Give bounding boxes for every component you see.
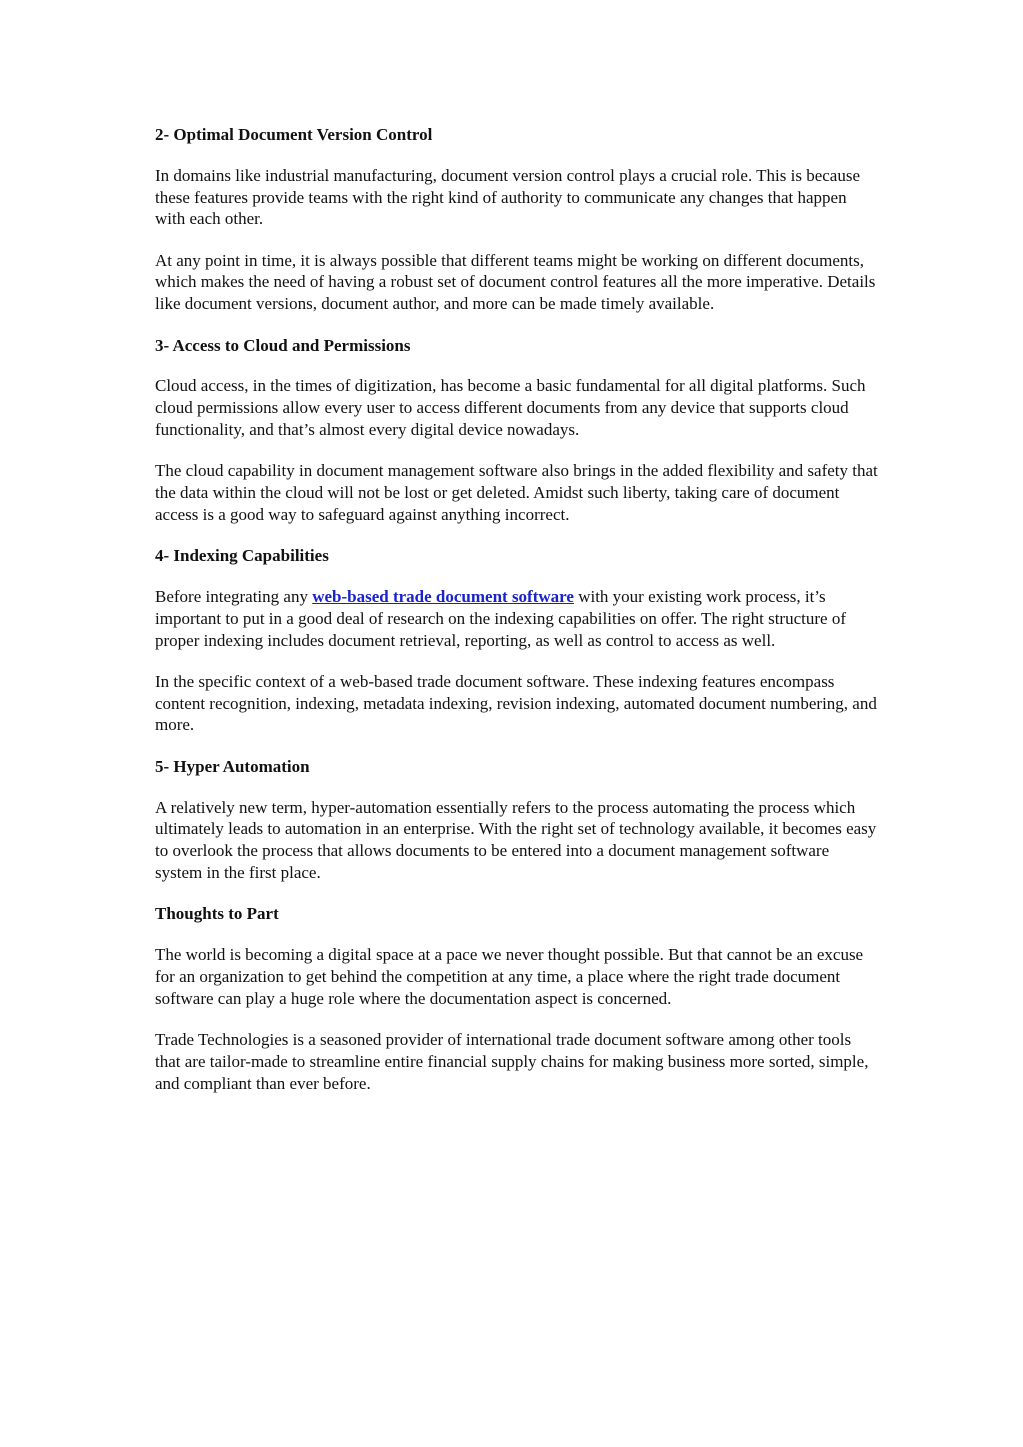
paragraph-indexing-1-before: Before integrating any <box>155 586 313 606</box>
paragraph-cloud-2: The cloud capability in document management software also brings in the added flexibility and safety that the data within the cloud will not be lost or get deleted. Amidst such liberty, taking care of document access is a good way to safeguard against anything incorrect. <box>155 461 878 524</box>
paragraph-hyper-automation: A relatively new term, hyper-automation essentially refers to the process automating the process which ultimately leads to automation in an enterprise. With the right set of technology available, it becomes easy to overlook the process that allows documents to be entered into a document management software system in the first place. <box>155 797 877 882</box>
heading-thoughts-to-part: Thoughts to Part <box>155 904 279 924</box>
heading-hyper-automation: 5- Hyper Automation <box>155 756 310 776</box>
paragraph-indexing-1 <box>155 586 879 651</box>
heading-version-control: 2- Optimal Document Version Control <box>155 125 433 144</box>
paragraph-indexing-2: In the specific context of a web-based trade document software. These indexing features encompass content recognition, indexing, metadata indexing, revision indexing, automated document numbering, and more. <box>155 671 877 735</box>
paragraph-cloud-1: Cloud access, in the times of digitization, has become a basic fundamental for all digital platforms. Such cloud permissions allow every user to access different documents from any device that supports cloud functionality, and that’s almost every digital device nowadays. <box>155 376 866 439</box>
trade-document-software-link[interactable]: web-based trade document software <box>312 586 574 606</box>
paragraph-version-control-1: In domains like industrial manufacturing, document version control plays a crucial role. This is because these features provide teams with the right kind of authority to communicate any changes that happen with each other. <box>155 165 860 229</box>
paragraph-version-control-2: At any point in time, it is always possible that different teams might be working on different documents, which makes the need of having a robust set of document control features all the more imperative. Details like document versions, document author, and more can be made timely available. <box>155 250 876 314</box>
paragraph-thoughts-2: Trade Technologies is a seasoned provider of international trade document software among other tools that are tailor-made to streamline entire financial supply chains for making business more sorted, simple, and compliant than ever before. <box>155 1029 869 1093</box>
heading-cloud-permissions: 3- Access to Cloud and Permissions <box>155 335 411 355</box>
heading-indexing: 4- Indexing Capabilities <box>155 546 329 566</box>
paragraph-indexing-1-after: with your existing work process, it’s important to put in a good deal of research on the indexing capabilities on offer. The right structure of proper indexing includes document retrieval, reporting, as well as control to access as well. <box>155 586 846 650</box>
document-page <box>155 124 879 1114</box>
paragraph-thoughts-1: The world is becoming a digital space at a pace we never thought possible. But that cannot be an excuse for an organization to get behind the competition at any time, a place where the right trade document software can play a huge role where the documentation aspect is concerned. <box>155 945 864 1008</box>
